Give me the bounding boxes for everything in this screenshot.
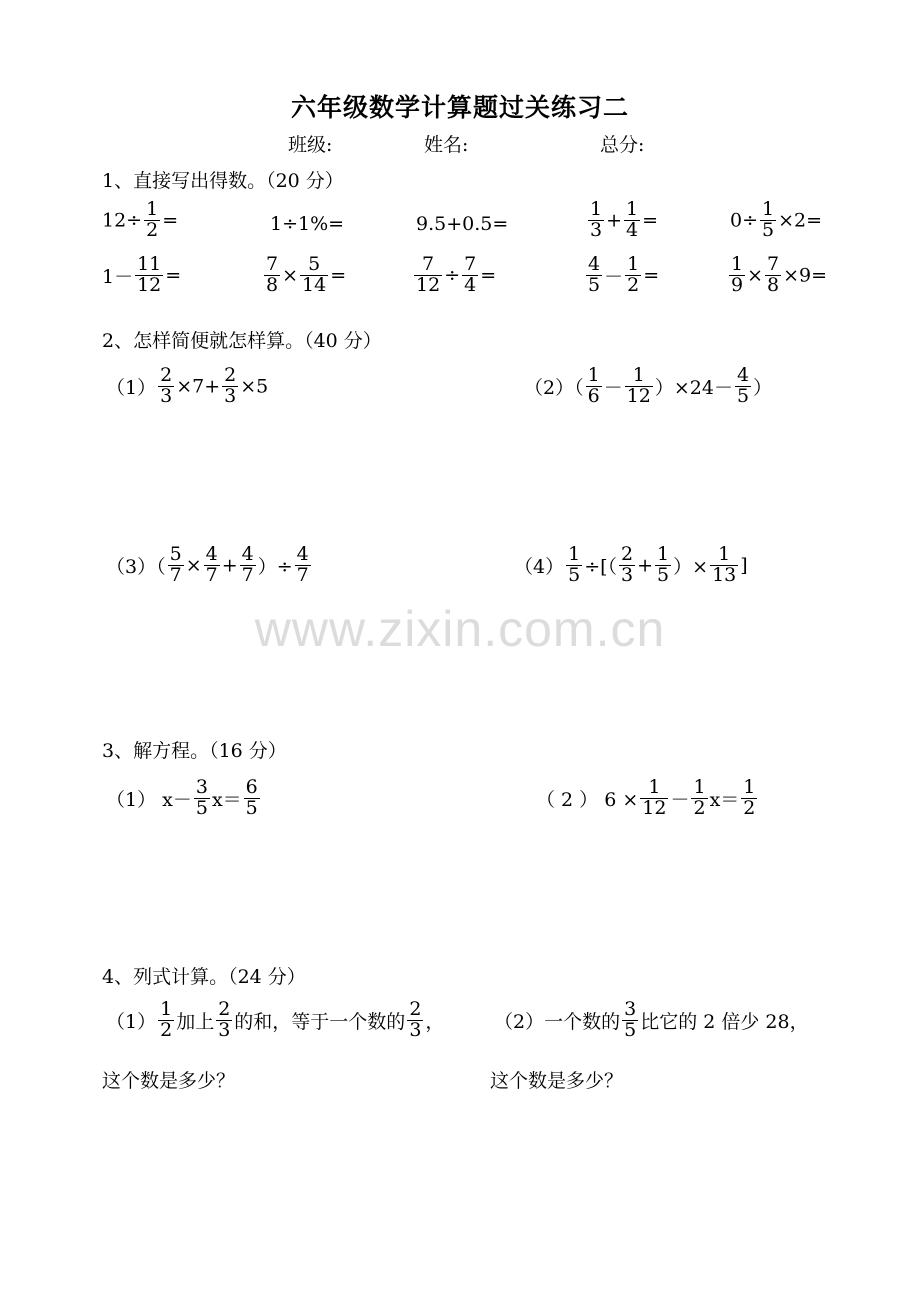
- denominator: 5: [195, 796, 208, 819]
- fraction: [168, 545, 184, 586]
- text: ）×: [673, 555, 709, 578]
- text: 的和，等于一个数的: [234, 1010, 406, 1033]
- denominator: 9: [731, 273, 744, 296]
- label: （2）一个数的: [494, 1010, 621, 1033]
- text: 0÷: [730, 209, 759, 232]
- problem-2-2: [524, 366, 772, 407]
- operator: +: [606, 209, 623, 232]
- denominator: 6: [587, 384, 600, 407]
- text: =: [643, 264, 660, 287]
- numerator: 1: [632, 364, 645, 386]
- problem-1-9: [584, 255, 659, 296]
- label: （3）（: [106, 555, 166, 578]
- text: 比它的 2 倍少 28，: [640, 1010, 809, 1033]
- denominator: 7: [169, 563, 182, 586]
- numerator: 5: [169, 543, 182, 565]
- numerator: 1: [743, 776, 756, 798]
- page-title: 六年级数学计算题过关练习二: [290, 93, 629, 122]
- label: （1） x－: [106, 788, 192, 811]
- name-label: 姓名:: [424, 134, 469, 156]
- denominator: 2: [160, 1018, 173, 1041]
- section3-heading: 3、解方程。（16 分）: [102, 740, 287, 762]
- equation-1: [106, 778, 262, 819]
- fraction: [216, 1000, 232, 1041]
- fraction: [619, 545, 635, 586]
- numerator: 1: [762, 198, 775, 220]
- text: x＝: [709, 788, 740, 811]
- watermark: www.zixin.com.cn: [254, 601, 666, 657]
- problem-1-4: [586, 200, 658, 241]
- operator: －: [603, 376, 623, 399]
- fraction: [624, 200, 640, 241]
- fraction: [194, 778, 210, 819]
- label: （4）: [514, 555, 565, 578]
- problem-2-4: [514, 545, 748, 586]
- operator: －: [604, 265, 624, 288]
- text: x＝: [211, 788, 242, 811]
- text: ×5: [240, 375, 269, 398]
- numerator: 2: [160, 364, 173, 386]
- denominator: 2: [627, 273, 640, 296]
- denominator: 5: [657, 563, 670, 586]
- text: ，: [425, 1010, 445, 1033]
- denominator: 7: [296, 563, 309, 586]
- fraction: [710, 545, 738, 586]
- numerator: 2: [224, 364, 237, 386]
- fraction: [158, 1000, 174, 1041]
- numerator: 1: [146, 198, 159, 220]
- denominator: 3: [224, 384, 237, 407]
- numerator: 1: [590, 198, 603, 220]
- class-label: 班级:: [288, 134, 333, 156]
- denominator: 2: [693, 796, 706, 819]
- fraction: [244, 778, 260, 819]
- denominator: 12: [626, 384, 651, 407]
- word-problem-1: [106, 1000, 444, 1041]
- denominator: 3: [409, 1018, 422, 1041]
- fraction: [765, 255, 781, 296]
- fraction: [622, 1000, 638, 1041]
- numerator: 4: [241, 543, 254, 565]
- fraction: [735, 366, 751, 407]
- denominator: 4: [626, 218, 639, 241]
- denominator: 5: [588, 273, 601, 296]
- problem-1-10: [727, 255, 827, 296]
- numerator: 1: [693, 776, 706, 798]
- numerator: 1: [626, 198, 639, 220]
- denominator: 4: [464, 273, 477, 296]
- fraction: [264, 255, 280, 296]
- label: （2）（: [524, 376, 584, 399]
- text: =: [162, 209, 179, 232]
- numerator: 1: [160, 998, 173, 1020]
- problem-1-8: [412, 255, 496, 296]
- fraction: [625, 255, 641, 296]
- operator: ×: [282, 264, 299, 287]
- numerator: 1: [718, 543, 731, 565]
- denominator: 5: [568, 563, 581, 586]
- text: ）÷: [257, 555, 293, 578]
- numerator: 2: [218, 998, 231, 1020]
- fraction: [640, 778, 668, 819]
- fraction: [407, 1000, 423, 1041]
- text: ）: [753, 376, 773, 399]
- denominator: 13: [712, 563, 737, 586]
- fraction: [414, 255, 442, 296]
- fraction: [295, 545, 311, 586]
- fraction: [566, 545, 582, 586]
- total-label: 总分:: [600, 134, 645, 156]
- text: ÷[（: [584, 555, 618, 578]
- word-problem-2: [494, 1000, 809, 1041]
- denominator: 12: [642, 796, 667, 819]
- denominator: 7: [241, 563, 254, 586]
- problem-1-5: [730, 200, 822, 241]
- numerator: 4: [296, 543, 309, 565]
- section1-heading: 1、直接写出得数。（20 分）: [102, 170, 344, 192]
- numerator: 11: [137, 253, 162, 275]
- operator: +: [637, 554, 654, 577]
- numerator: 1: [568, 543, 581, 565]
- numerator: 7: [464, 253, 477, 275]
- word-problem-1-question: 这个数是多少？: [102, 1070, 236, 1092]
- numerator: 1: [731, 253, 744, 275]
- numerator: 1: [657, 543, 670, 565]
- numerator: 4: [588, 253, 601, 275]
- text: ×2=: [778, 209, 823, 232]
- fraction: [655, 545, 671, 586]
- denominator: 2: [743, 796, 756, 819]
- fraction: [729, 255, 745, 296]
- fraction: [462, 255, 478, 296]
- numerator: 3: [624, 998, 637, 1020]
- fraction: [144, 200, 160, 241]
- text: ]: [740, 554, 748, 577]
- text: =: [480, 264, 497, 287]
- fraction: [586, 255, 602, 296]
- text: 加上: [176, 1010, 215, 1033]
- text: =: [642, 209, 659, 232]
- numerator: 1: [587, 364, 600, 386]
- denominator: 8: [767, 273, 780, 296]
- equation-2: [536, 778, 759, 819]
- section4-heading: 4、列式计算。（24 分）: [102, 966, 306, 988]
- numerator: 1: [648, 776, 661, 798]
- problem-1-3: 9.5+0.5=: [416, 213, 509, 235]
- numerator: 2: [409, 998, 422, 1020]
- fraction: [158, 366, 174, 407]
- operator: ×: [747, 264, 764, 287]
- problem-1-7: [262, 255, 346, 296]
- section2-heading: 2、怎样简便就怎样算。（40 分）: [102, 330, 382, 352]
- fraction: [586, 366, 602, 407]
- numerator: 6: [245, 776, 258, 798]
- denominator: 3: [218, 1018, 231, 1041]
- numerator: 5: [308, 253, 321, 275]
- numerator: 4: [205, 543, 218, 565]
- denominator: 8: [266, 273, 279, 296]
- text: 12÷: [102, 209, 143, 232]
- problem-1-6: [102, 255, 181, 296]
- fraction: [741, 778, 757, 819]
- text: ）×24－: [654, 376, 733, 399]
- fraction: [760, 200, 776, 241]
- numerator: 7: [266, 253, 279, 275]
- word-problem-2-question: 这个数是多少？: [490, 1070, 624, 1092]
- fraction: [588, 200, 604, 241]
- denominator: 12: [137, 273, 162, 296]
- text: ×9=: [783, 264, 828, 287]
- text: ×7+: [176, 375, 221, 398]
- fraction: [625, 366, 653, 407]
- denominator: 5: [737, 384, 750, 407]
- denominator: 7: [205, 563, 218, 586]
- numerator: 4: [737, 364, 750, 386]
- label: （ 2 ） 6 ×: [536, 788, 639, 811]
- label: （1）: [106, 1010, 157, 1033]
- numerator: 1: [627, 253, 640, 275]
- problem-1-1: [102, 200, 178, 241]
- denominator: 12: [416, 273, 441, 296]
- fraction: [222, 366, 238, 407]
- numerator: 7: [767, 253, 780, 275]
- denominator: 5: [245, 796, 258, 819]
- fraction: [204, 545, 220, 586]
- denominator: 5: [762, 218, 775, 241]
- problem-2-3: [106, 545, 313, 586]
- text: =: [165, 264, 182, 287]
- problem-1-2: 1÷1%=: [270, 213, 345, 235]
- numerator: 2: [621, 543, 634, 565]
- operator: ÷: [444, 264, 461, 287]
- text: =: [330, 264, 347, 287]
- denominator: 3: [160, 384, 173, 407]
- operator: －: [670, 788, 690, 811]
- fraction: [240, 545, 256, 586]
- fraction: [300, 255, 328, 296]
- label: （1）: [106, 376, 157, 399]
- operator: +: [221, 554, 238, 577]
- text: 1－: [102, 265, 134, 288]
- fraction: [135, 255, 163, 296]
- operator: ×: [185, 554, 202, 577]
- numerator: 3: [195, 776, 208, 798]
- denominator: 3: [621, 563, 634, 586]
- denominator: 3: [590, 218, 603, 241]
- denominator: 14: [302, 273, 327, 296]
- denominator: 5: [624, 1018, 637, 1041]
- problem-2-1: [106, 366, 268, 407]
- numerator: 7: [422, 253, 435, 275]
- denominator: 2: [146, 218, 159, 241]
- fraction: [691, 778, 707, 819]
